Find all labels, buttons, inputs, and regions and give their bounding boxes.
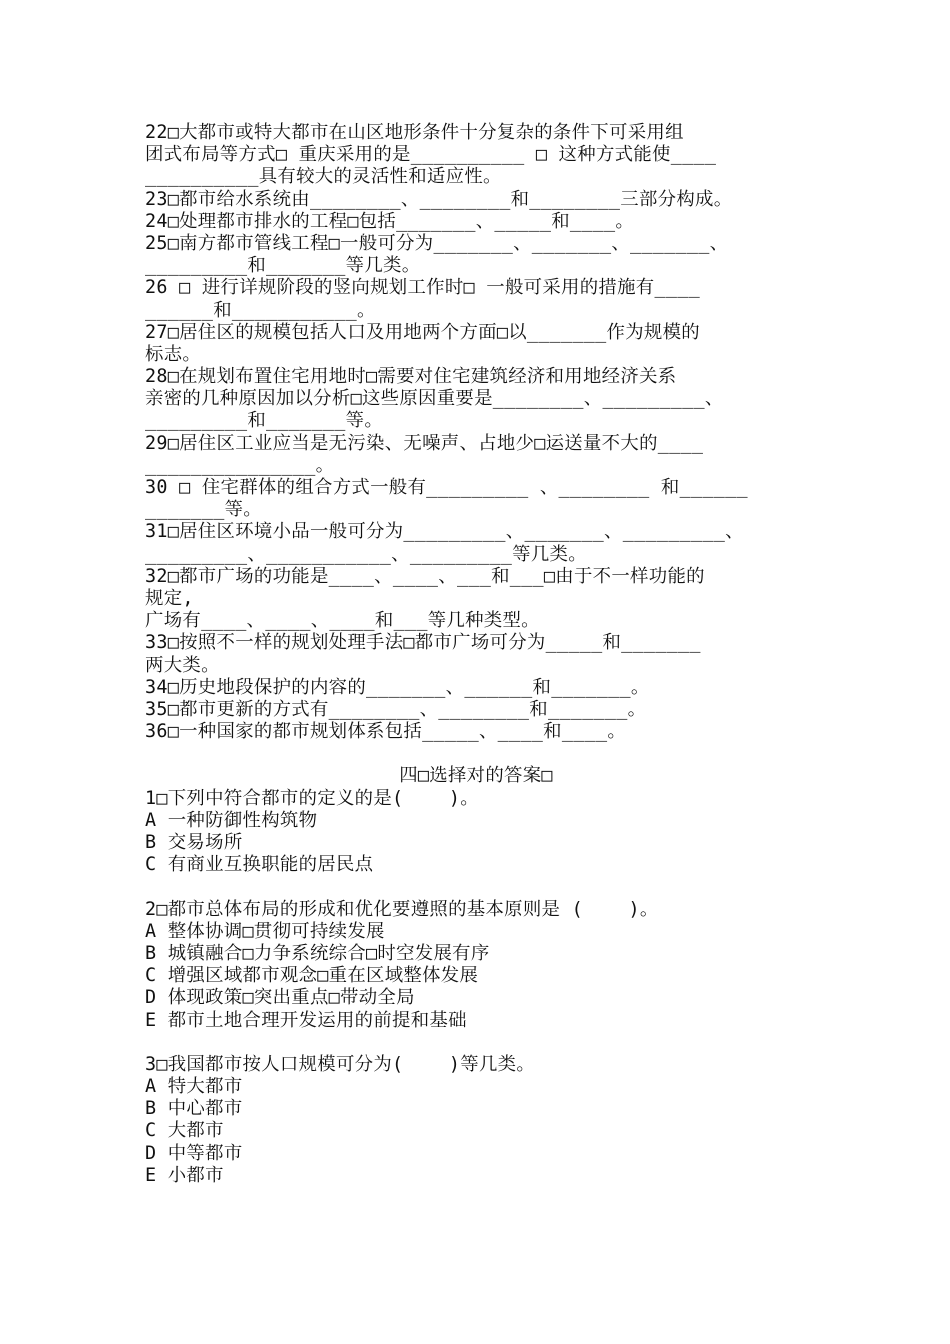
fill-item-31 [145,521,807,565]
text-line: 广场有____、____、____和___等几种类型。 [145,610,540,632]
text-line: 36□一种国家的都市规划体系包括_____、____和____。 [145,721,627,743]
text-line: 31□居住区环境小品一般可分为_________、_______、_________、 [145,521,744,543]
spacer [145,743,807,765]
text-line: 团式布局等方式□ 重庆采用的是__________ □ 这种方式能使____ [145,144,717,166]
answer-option: C 有商业互换职能的居民点 [145,854,374,876]
fill-item-35 [145,699,807,721]
document-body [145,122,807,1187]
text-line: _________和_______等。 [145,410,384,432]
text-line: _______________。 [145,454,335,476]
answer-option: C 大都市 [145,1120,224,1142]
question-text: 3□我国都市按人口规模可分为( )等几类。 [145,1053,536,1075]
text-line: __________具有较大的灵活性和适应性。 [145,166,502,188]
text-line: 规定, [145,587,194,609]
text-line: 标志。 [145,343,202,365]
choice-question-2 [145,899,807,1032]
question-text: 1□下列中符合都市的定义的是( )。 [145,787,479,809]
fill-item-25 [145,233,807,277]
question-text: 2□都市总体布局的形成和优化要遵照的基本原则是 ( )。 [145,898,659,920]
fill-item-23 [145,189,807,211]
text-line: ______和___________。 [145,299,376,321]
text-line: 32□都市广场的功能是____、____、___和___□由于不一样功能的 [145,565,705,587]
text-line: 29□居住区工业应当是无污染、无噪声、占地少□运送量不大的____ [145,432,704,454]
text-line: 28□在规划布置住宅用地时□需要对住宅建筑经济和用地经济关系 [145,366,677,388]
text-line: 两大类。 [145,654,220,676]
text-line: 25□南方都市管线工程□一般可分为_______、_______、_______、 [145,232,729,254]
section-heading: 四□选择对的答案□ [399,765,553,787]
text-line: 23□都市给水系统由________、________和________三部分构成。 [145,188,733,210]
text-line: _______等。 [145,499,262,521]
answer-option: A 整体协调□贯彻可持续发展 [145,920,385,942]
fill-in-section [145,122,807,743]
text-line: 26 □ 进行详规阶段的竖向规划工作时□ 一般可采用的措施有____ [145,277,700,299]
choice-question-1 [145,788,807,877]
fill-item-32 [145,566,807,633]
choice-question-3 [145,1054,807,1187]
fill-item-30 [145,477,807,521]
answer-option: B 交易场所 [145,832,243,853]
fill-item-24 [145,211,807,233]
text-line: 27□居住区的规模包括人口及用地两个方面□以_______作为规模的 [145,321,700,343]
text-line: 33□按照不一样的规划处理手法□都市广场可分为_____和_______ [145,632,701,654]
answer-option: A 一种防御性构筑物 [145,809,318,831]
answer-option: D 体现政策□突出重点□带动全局 [145,987,415,1009]
fill-item-26 [145,277,807,321]
spacer [145,1032,807,1054]
fill-item-22 [145,122,807,189]
text-line: 24□处理都市排水的工程□包括_______、_____和____。 [145,210,635,232]
text-line: _________、___________、_________等几类。 [145,543,587,565]
text-line: _________和_______等几类。 [145,255,421,277]
answer-option: B 城镇融合□力争系统综合□时空发展有序 [145,942,490,964]
text-line: 34□历史地段保护的内容的_______、______和_______。 [145,676,650,698]
answer-option: A 特大都市 [145,1076,243,1098]
choice-section [145,788,807,1187]
answer-option: E 小都市 [145,1164,224,1186]
fill-item-36 [145,721,807,743]
fill-item-28 [145,366,807,433]
text-line: 亲密的几种原因加以分析□这些原因重要是________、_________、 [145,388,724,410]
fill-item-27 [145,322,807,366]
answer-option: C 增强区域都市观念□重在区域整体发展 [145,965,479,987]
answer-option: E 都市土地合理开发运用的前提和基础 [145,1009,467,1031]
text-line: 22□大都市或特大都市在山区地形条件十分复杂的条件下可采用组 [145,122,684,143]
text-line: 35□都市更新的方式有________、________和_______。 [145,698,647,720]
spacer [145,876,807,898]
fill-item-29 [145,433,807,477]
answer-option: D 中等都市 [145,1142,243,1164]
fill-item-34 [145,677,807,699]
text-line: 30 □ 住宅群体的组合方式一般有_________ 、________ 和______ [145,477,748,498]
answer-option: B 中心都市 [145,1098,243,1120]
fill-item-33 [145,632,807,676]
